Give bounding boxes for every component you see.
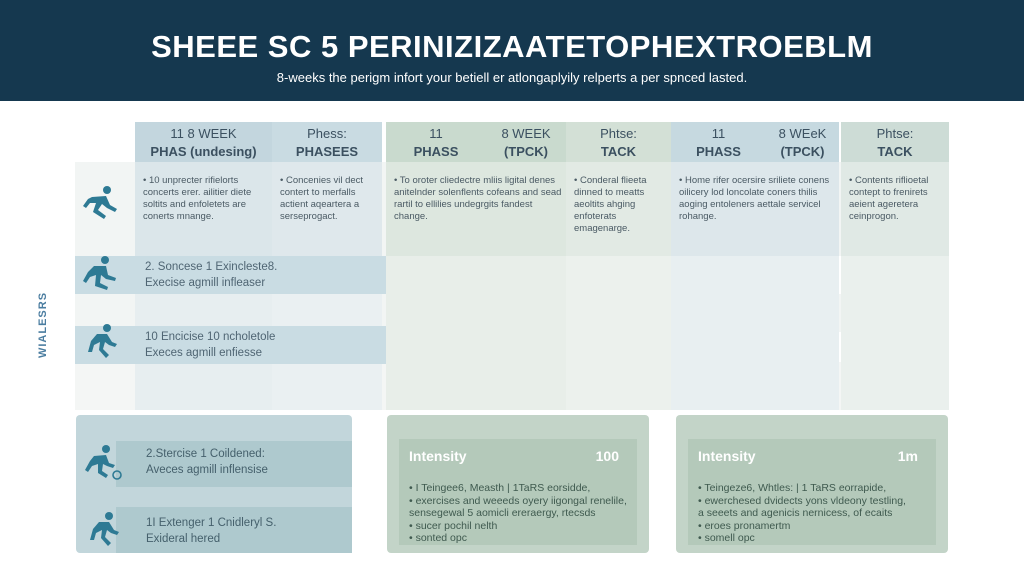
column-header-bottom: PHASS <box>413 144 459 159</box>
column-header-bottom: (TPCK) <box>780 144 825 159</box>
side-label <box>28 291 58 359</box>
column-header-top: Phess: <box>307 126 347 141</box>
column-header-top: 11 <box>429 126 443 141</box>
row-label <box>145 259 277 291</box>
header-banner <box>0 0 1024 101</box>
row-label-line: Execise agmill infleaser <box>145 277 266 289</box>
soccer-player-icon <box>82 443 122 483</box>
intensity-list-item: • eroes pronamertm <box>698 519 791 532</box>
column-header-bottom: PHAS (undesing) <box>150 144 257 159</box>
running-person-icon <box>82 322 122 362</box>
intensity-list-item: • sonted opc <box>409 532 467 544</box>
schedule-table <box>75 120 949 410</box>
row-label <box>146 446 268 478</box>
row-label-line: Exideral hered <box>146 533 221 545</box>
page-title: SHEEE SC 5 PERINIZIZAATETOPHEXTROEBLM <box>151 29 873 64</box>
row-label-line: 2.Stercise 1 Coildened: <box>146 448 265 460</box>
column-phase-2b <box>566 120 671 410</box>
side-label-text: WIALESRS <box>37 291 49 359</box>
column-cell-text: • To oroter cliedectre mliis ligital denes anitelnder solenflents cofeans and sead rartil to ellilies undegrgits fandest change. <box>394 175 562 222</box>
column-header-bottom: (TPCK) <box>503 144 549 159</box>
column-header-top: 8 WEEK <box>501 126 551 141</box>
row-label-line: 10 Encicise 10 ncholetole <box>145 331 276 343</box>
column-cell-text: • Contents riflioetal contept to frenirets aeient ageretera ceinprogon. <box>849 175 929 222</box>
row-label <box>145 329 275 361</box>
intensity-value: 1m <box>897 448 918 464</box>
column-header-bottom: TACK <box>877 144 913 159</box>
column-header-bottom: PHASS <box>696 144 741 159</box>
running-person-icon <box>80 183 120 223</box>
column-header-top: Phtse: <box>876 126 914 141</box>
column-phase-2a <box>386 120 566 410</box>
column-header-top: Phtse: <box>600 126 637 141</box>
intensity-list-item: • somell opc <box>698 532 755 544</box>
column-cell-text: • 10 unprecter rifielorts concerts erer. ailitier diete soltits and enfoletets are conerts mnange. <box>143 175 252 222</box>
intensity-list-item: • exercises and weeeds oyery iigongal renelile, <box>409 494 627 507</box>
row-label-line: 1I Extenger 1 Cnidleryl S. <box>146 517 277 529</box>
intensity-list-item: • ewerchesed dvidects yons vldeony testling, <box>698 494 906 507</box>
column-header-bottom: PHASEES <box>295 144 359 159</box>
running-person-icon <box>80 253 120 293</box>
intensity-list <box>409 482 627 545</box>
intensity-list-item: a seeets and agenicis nernicess, of ecaits <box>698 507 893 519</box>
column-cell-text: • Concenies vil dect contert to merfalls actient aqeartera a serseprogact. <box>280 175 364 222</box>
intensity-list <box>698 482 906 545</box>
column-header-top: 8 WEeK <box>778 126 827 141</box>
column-header-bottom: TACK <box>600 144 637 159</box>
page-subtitle: 8-weeks the perigm infort your betiell er atlongaplyily relperts a per spnced lasted. <box>276 70 748 85</box>
column-phase-3b <box>841 120 949 410</box>
intensity-value: 100 <box>595 448 619 464</box>
intensity-title: Intensity <box>409 448 467 464</box>
row-label-line: Execes agmill enfiesse <box>145 347 262 359</box>
intensity-list-item: • Teingeze6, Whtles: | 1 TaRS eorrapide, <box>698 482 887 494</box>
column-header-top: 11 <box>711 126 726 141</box>
intensity-list-item: • sucer pochil nelth <box>409 519 498 532</box>
intensity-list-item: sensegewal 5 aomicli ereraergy, rtecsds <box>409 507 596 519</box>
row-label-line: 2. Soncese 1 Exincleste8. <box>145 261 278 273</box>
row-label <box>146 515 276 547</box>
column-header-top: 11 8 WEEK <box>170 126 237 141</box>
column-cell-text: • Home rifer ocersire sriliete conens oilicery lod loncolate coners thilis aoging entoleners aettale servicel rohange. <box>679 175 830 222</box>
intensity-panel <box>676 415 948 553</box>
column-cell-text: • Conderal flieeta dinned to meatts aeoltits ahging enfoterats emagenarge. <box>574 175 647 234</box>
column-phase-3a <box>671 120 839 410</box>
running-person-icon <box>84 510 124 550</box>
intensity-title: Intensity <box>698 448 756 464</box>
intensity-list-item: • I Teingee6, Measth | 1TaRS eorsidde, <box>409 482 591 494</box>
intensity-panel <box>387 415 649 553</box>
row-label-line: Aveces agmill inflensise <box>146 464 268 476</box>
